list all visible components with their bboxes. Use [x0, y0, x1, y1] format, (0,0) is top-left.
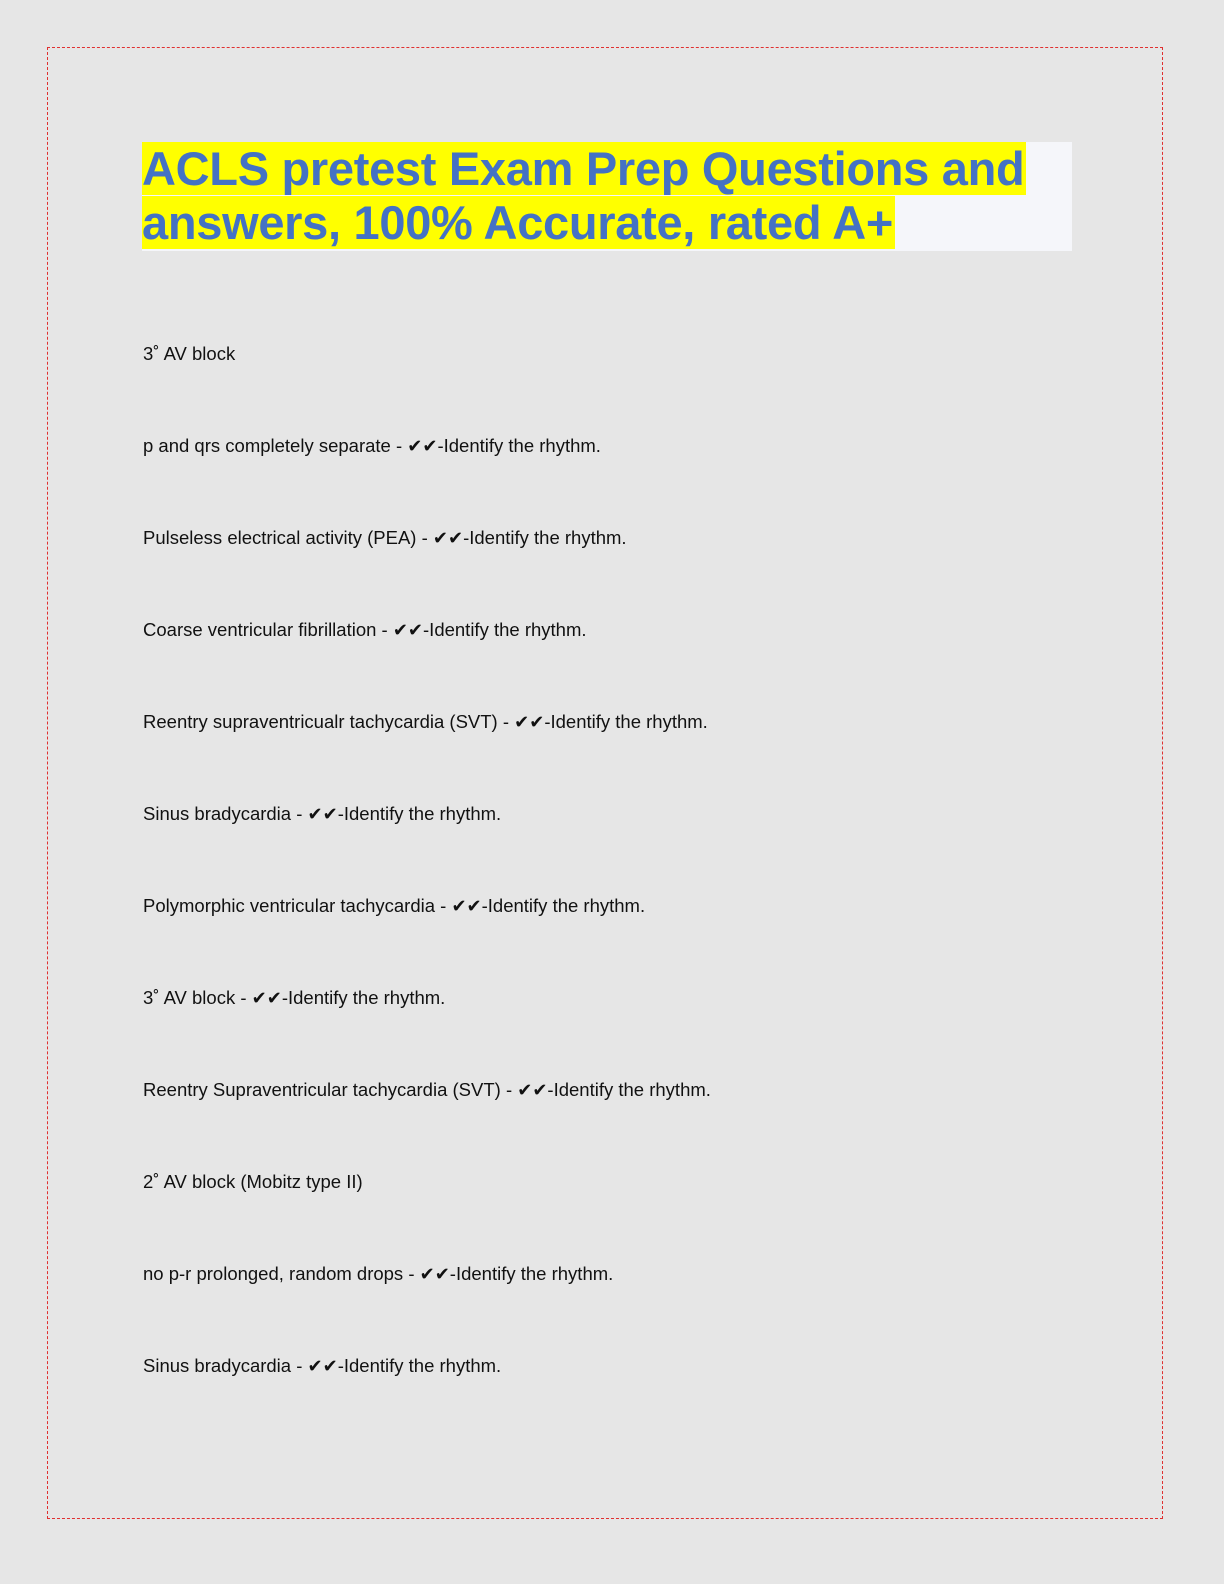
check-icon: ✔✔ — [514, 712, 545, 733]
qa-item — [143, 619, 587, 641]
item-suffix: -Identify the rhythm. — [337, 803, 502, 824]
item-suffix: -Identify the rhythm. — [281, 987, 446, 1008]
item-text: Reentry Supraventricular tachycardia (SVT) - — [143, 1079, 518, 1100]
item-text: 3˚ AV block — [143, 343, 236, 364]
check-icon: ✔✔ — [517, 1080, 548, 1101]
check-icon: ✔✔ — [392, 620, 424, 641]
item-suffix: -Identify the rhythm. — [547, 1079, 711, 1100]
check-icon: ✔✔ — [432, 528, 464, 549]
item-text: Sinus bradycardia - — [143, 803, 308, 824]
qa-item — [143, 1171, 363, 1193]
qa-item — [143, 803, 501, 825]
item-text: 3˚ AV block - — [143, 987, 252, 1008]
item-suffix: -Identify the rhythm. — [544, 711, 708, 732]
item-suffix: -Identify the rhythm. — [337, 1355, 502, 1376]
item-text: Polymorphic ventricular tachycardia - — [143, 895, 452, 916]
item-text: Pulseless electrical activity (PEA) - — [143, 527, 433, 548]
item-suffix: -Identify the rhythm. — [423, 619, 587, 640]
check-icon: ✔✔ — [307, 804, 338, 825]
title-line-2: answers, 100% Accurate, rated A+ — [142, 196, 894, 249]
item-suffix: -Identify the rhythm. — [463, 527, 627, 548]
check-icon: ✔✔ — [407, 436, 438, 457]
title-line-1: ACLS pretest Exam Prep Questions and — [142, 142, 1025, 195]
check-icon: ✔✔ — [451, 896, 482, 917]
qa-item — [143, 527, 627, 549]
item-text: Sinus bradycardia - — [143, 1355, 308, 1376]
item-suffix: -Identify the rhythm. — [449, 1263, 614, 1284]
qa-item — [143, 1355, 501, 1377]
qa-item — [143, 987, 445, 1009]
page-border — [47, 47, 1163, 1519]
item-text: no p-r prolonged, random drops - — [143, 1263, 420, 1284]
check-icon: ✔✔ — [419, 1264, 450, 1285]
item-text: Reentry supraventricualr tachycardia (SVT) - — [143, 711, 515, 732]
check-icon: ✔✔ — [251, 988, 282, 1009]
qa-item — [143, 343, 235, 365]
item-suffix: -Identify the rhythm. — [481, 895, 646, 916]
item-suffix: -Identify the rhythm. — [437, 435, 601, 456]
qa-item — [143, 435, 601, 457]
qa-item — [143, 895, 645, 917]
check-icon: ✔✔ — [307, 1356, 338, 1377]
item-text: p and qrs completely separate - — [143, 435, 408, 456]
qa-item — [143, 1079, 711, 1101]
item-text: 2˚ AV block (Mobitz type II) — [143, 1171, 363, 1192]
qa-item — [143, 711, 708, 733]
document-title — [142, 142, 1026, 250]
qa-item — [143, 1263, 613, 1285]
item-text: Coarse ventricular fibrillation - — [143, 619, 393, 640]
